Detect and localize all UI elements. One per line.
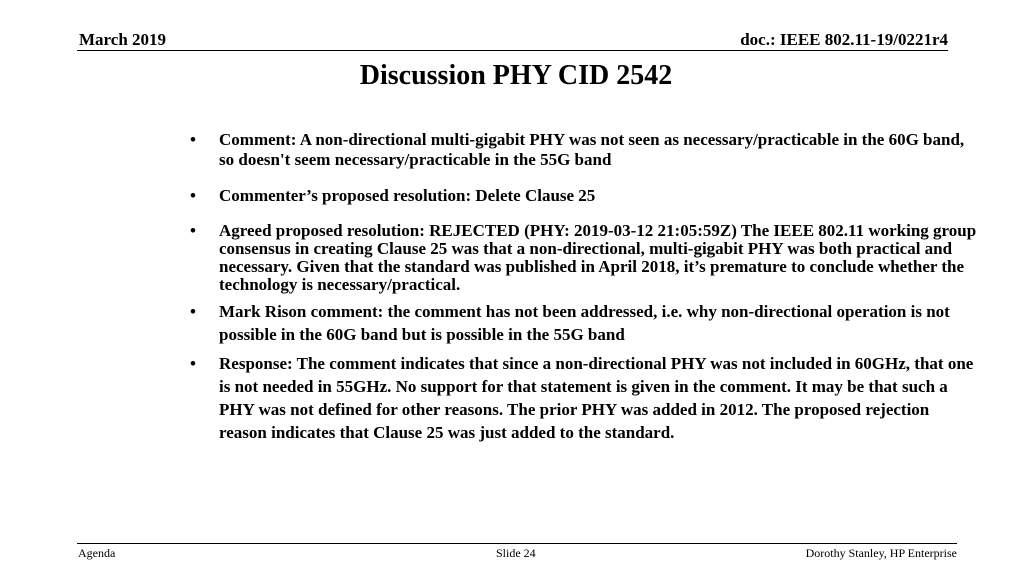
bullet-item-proposed-resolution [190, 186, 980, 206]
bullet-marker: • [190, 302, 196, 321]
footer-section: Agenda [78, 546, 116, 560]
bullet-text: Commenter’s proposed resolution: Delete Clause 25 [219, 186, 596, 205]
bullet-item-agreed-resolution [190, 222, 980, 294]
bullet-marker: • [190, 354, 196, 373]
bullet-text: Mark Rison comment: the comment has not been addressed, i.e. why non-directional operation is not possible in the 60G band but is possible in the 55G band [219, 302, 950, 344]
footer-divider [77, 543, 957, 544]
bullet-list [190, 130, 980, 444]
footer-slide-number: Slide 24 [496, 546, 536, 560]
header-date: March 2019 [79, 30, 167, 49]
bullet-text: Response: The comment indicates that since a non-directional PHY was not included in 60GHz, that one is not needed in 55GHz. No support for that statement is given in the comment. It may be that such a PHY was not defined for other reasons. The prior PHY was added in 2012. The proposed rejection reason indicates that Clause 25 was just added to the standard. [219, 354, 974, 442]
slide-title: Discussion PHY CID 2542 [359, 60, 673, 91]
header-divider [77, 50, 948, 51]
footer-author: Dorothy Stanley, HP Enterprise [805, 546, 957, 560]
bullet-text: Agreed proposed resolution: REJECTED (PHY: 2019-03-12 21:05:59Z) The IEEE 802.11 working group consensus in creating Clause 25 was that a non-directional, multi-gigabit PHY was both practical and necessary. Given that the standard was published in April 2018, it’s premature to conclude whether the technology is necessary/practical. [219, 221, 977, 294]
bullet-item-comment [190, 130, 980, 170]
bullet-item-response [190, 352, 980, 444]
bullet-item-rison-comment [190, 300, 980, 346]
header-doc-id: doc.: IEEE 802.11-19/0221r4 [740, 30, 948, 49]
bullet-text: Comment: A non-directional multi-gigabit PHY was not seen as necessary/practicable in the 60G band, so doesn't seem necessary/practicable in the 55G band [219, 130, 965, 169]
bullet-marker: • [190, 221, 196, 240]
bullet-marker: • [190, 130, 196, 149]
bullet-marker: • [190, 186, 196, 205]
